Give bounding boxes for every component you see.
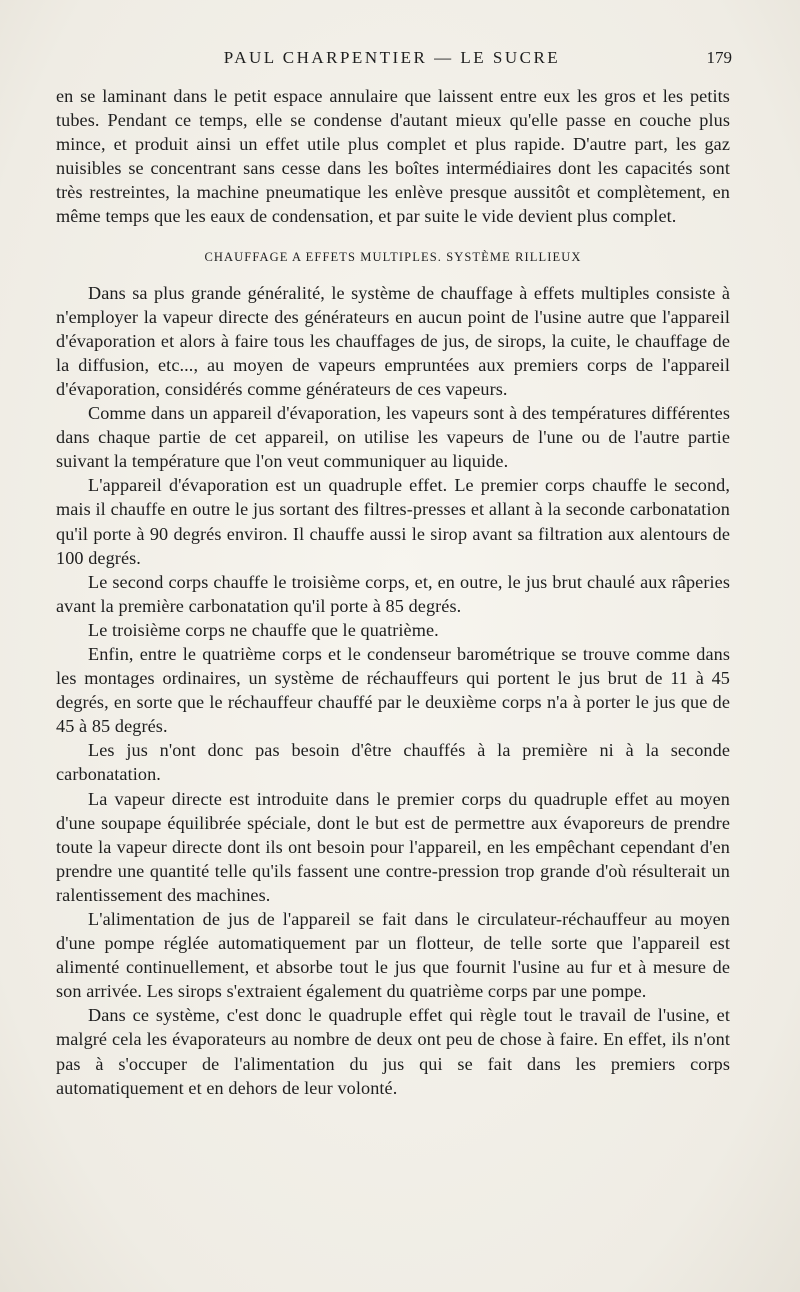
paragraph: Les jus n'ont donc pas besoin d'être chauffés à la première ni à la seconde carbonatation. — [56, 740, 730, 785]
running-head — [52, 46, 732, 72]
paragraph: Dans sa plus grande généralité, le système de chauffage à effets multiples consiste à n'employer la vapeur directe des générateurs en aucun point de l'usine autre que l'appareil d'évaporation et alors à faire tous les chauffages de jus, de sirops, la cuite, le chauffage de la diffusion, etc..., au moyen de vapeurs empruntées aux premiers corps de l'appareil d'évaporation, considérés comme générateurs de ces vapeurs. — [56, 282, 730, 399]
paragraph: Enfin, entre le quatrième corps et le condenseur barométrique se trouve comme dans les montages ordinaires, un système de réchauffeurs qui portent le jus brut de 11 à 45 degrés, en sorte que le réchauffeur chauffé par le deuxième corps n'a à porter le jus que de 45 à 85 degrés. — [56, 643, 730, 737]
continued-paragraph: en se laminant dans le petit espace annulaire que laissent entre eux les gros et les petits tubes. Pendant ce temps, elle se condense d'autant mieux qu'elle passe en couche plus mince, et produit ainsi un effet utile plus complet et plus rapide. D'autre part, les gaz nuisibles se concentrant sans cesse dans les boîtes intermédiaires dont les capacités sont très restreintes, la machine pneumatique les enlève presque aussitôt et complètement, en même temps que les eaux de condensation, et par suite le vide devient plus complet. — [56, 86, 730, 227]
paragraph: L'alimentation de jus de l'appareil se fait dans le circulateur-réchauffeur au moyen d'une pompe réglée automatiquement par un flotteur, de telle sorte que l'appareil est alimenté continuellement, et absorbe tout le jus que fournit l'usine au fur et à mesure de son arrivée. Les sirops s'extraient également du quatrième corps par une pompe. — [56, 909, 730, 1002]
page-number: 179 — [706, 48, 732, 67]
body-text — [56, 84, 730, 1100]
paragraph: L'appareil d'évaporation est un quadruple effet. Le premier corps chauffe le second, mais il chauffe en outre le jus sortant des filtres-presses et allant à la seconde carbonatation qu'il porte à 90 degrés environ. Il chauffe aussi le sirop avant sa filtration aux alentours de 100 degrés. — [56, 475, 730, 568]
section-heading: CHAUFFAGE A EFFETS MULTIPLES. SYSTÈME RILLIEUX — [204, 249, 582, 264]
paragraph: Le second corps chauffe le troisième corps, et, en outre, le jus brut chaulé aux râperies avant la première carbonatation qu'il porte à 85 degrés. — [56, 571, 730, 616]
paragraph: Dans ce système, c'est donc le quadruple effet qui règle tout le travail de l'usine, et malgré cela les évaporateurs au nombre de deux ont peu de chose à faire. En effet, ils n'ont pas à s'occuper de l'alimentation du jus qui se fait dans les premiers corps automatiquement et en dehors de leur volonté. — [56, 1005, 730, 1098]
running-title: PAUL CHARPENTIER — LE SUCRE — [223, 48, 561, 67]
paragraph: Le troisième corps ne chauffe que le quatrième. — [88, 619, 439, 640]
paragraph: Comme dans un appareil d'évaporation, les vapeurs sont à des températures différentes dans chaque partie de cet appareil, on utilise les vapeurs de l'une ou de l'autre partie suivant la température que l'on veut communiquer au liquide. — [56, 403, 730, 472]
paragraph: La vapeur directe est introduite dans le premier corps du quadruple effet au moyen d'une soupape équilibrée spéciale, dont le but est de permettre aux évaporeurs de prendre toute la vapeur directe dont ils ont besoin pour l'appareil, en les empêchant cependant d'en prendre une quantité telle qu'ils fassent une contre-pression trop grande d'où résulterait un ralentissement des machines. — [56, 788, 730, 905]
